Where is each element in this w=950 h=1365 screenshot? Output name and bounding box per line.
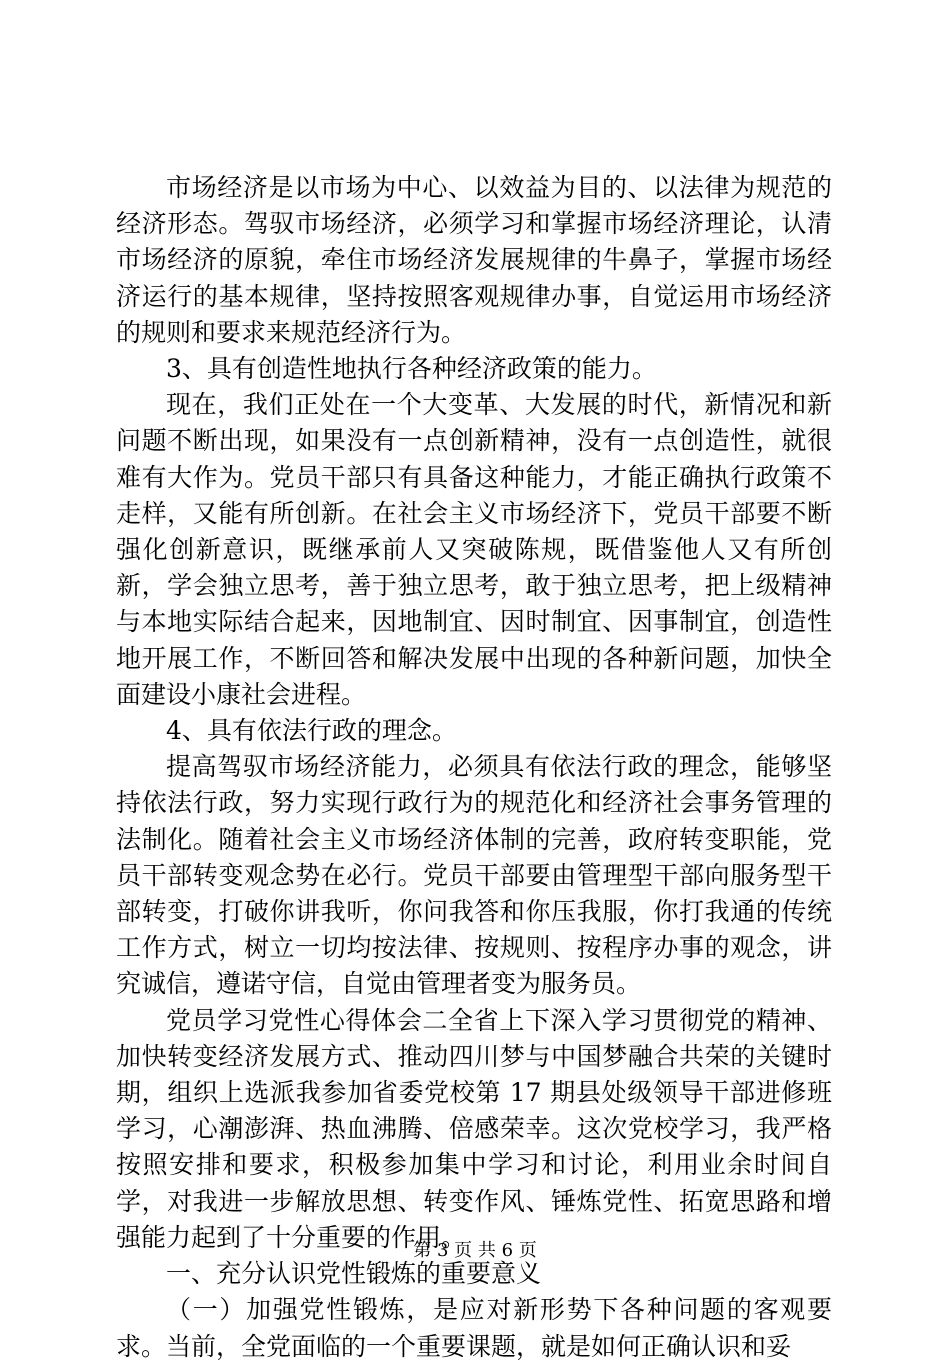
paragraph-innovation: 现在，我们正处在一个大变革、大发展的时代，新情况和新问题不断出现，如果没有一点创新精神，没有一点创造性，就很难有大作为。党员干部只有具备这种能力，才能正确执行政策不走样，又能有所创新。在社会主义市场经济下，党员干部要不断强化创新意识，既继承前人又突破陈规，既借鉴他人又有所创新，学会独立思考，善于独立思考，敢于独立思考，把上级精神与本地实际结合起来，因地制宜、因时制宜、因事制宜，创造性地开展工作，不断回答和解决发展中出现的各种新问题，加快全面建设小康社会进程。 [116, 390, 832, 709]
heading-creative-policy: 3、具有创造性地执行各种经济政策的能力。 [166, 354, 657, 384]
paragraph-market-economy: 市场经济是以市场为中心、以效益为目的、以法律为规范的经济形态。驾驭市场经济，必须学习和掌握市场经济理论，认清市场经济的原貌，牵住市场经济发展规律的牛鼻子，掌握市场经济运行的基本规律，坚持按照客观规律办事，自觉运用市场经济的规则和要求来规范经济行为。 [116, 173, 832, 347]
page-number: 第 3 页 共 6 页 [413, 1240, 537, 1261]
body-text [116, 170, 832, 1365]
paragraph-party-study: 党员学习党性心得体会二全省上下深入学习贯彻党的精神、加快转变经济发展方式、推动四川梦与中国梦融合共荣的关键时期，组织上选派我参加省委党校第 17 期县处级领导干部进修班学习，心潮澎湃、热血沸腾、倍感荣幸。这次党校学习，我严格按照安排和要求，积极参加集中学习和讨论，利用业余时间自学，对我进一步解放思想、转变作风、锤炼党性、拓宽思路和增强能力起到了十分重要的作用。 [116, 1005, 832, 1252]
paragraph-subsection-one: （一）加强党性锻炼，是应对新形势下各种问题的客观要求。当前，全党面临的一个重要课题，就是如何正确认识和妥 [116, 1295, 832, 1361]
paragraph-rule-of-law: 提高驾驭市场经济能力，必须具有依法行政的理念，能够坚持依法行政，努力实现行政行为的规范化和经济社会事务管理的法制化。随着社会主义市场经济体制的完善，政府转变职能，党员干部转变观念势在必行。党员干部要由管理型干部向服务型干部转变，打破你讲我听，你问我答和你压我服，你打我通的传统工作方式，树立一切均按法律、按规则、按程序办事的观念，讲究诚信，遵诺守信，自觉由管理者变为服务员。 [116, 752, 832, 999]
heading-section-one: 一、充分认识党性锻炼的重要意义 [166, 1259, 542, 1289]
heading-rule-of-law: 4、具有依法行政的理念。 [166, 716, 457, 746]
